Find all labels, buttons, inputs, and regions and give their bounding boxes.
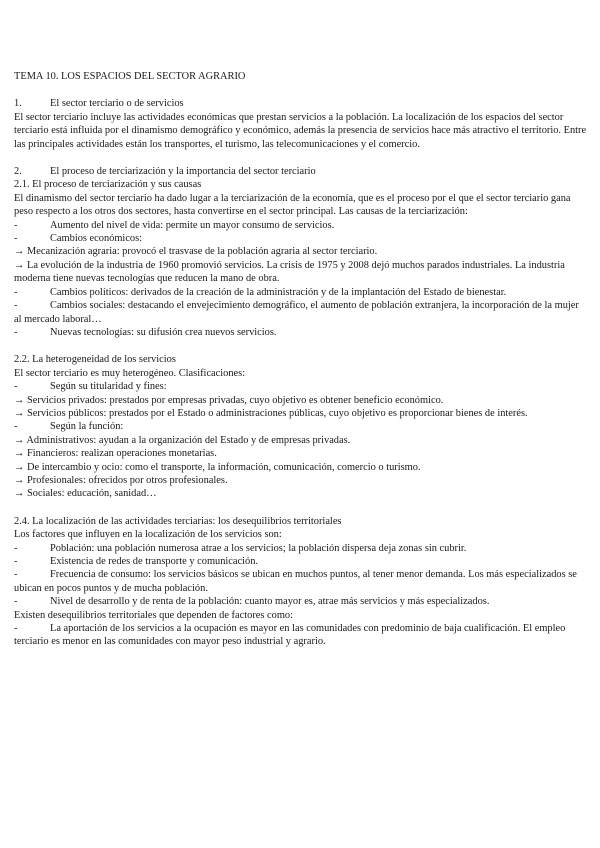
list-dash: -	[14, 233, 18, 245]
imbalance-employment: La aportación de los servicios a la ocupación es mayor en las comunidades con predominio de baja cualificación. El empleo terciario es menor en las comunidades con mayor peso industrial y agrario.	[14, 623, 566, 648]
list-dash: -	[14, 623, 18, 635]
section-2-heading	[14, 165, 588, 178]
subsection-2-4-title: 2.4. La localización de las actividades terciarias: los desequilibrios territoriales	[14, 515, 342, 527]
list-item	[14, 219, 588, 232]
arrow-item-financial: → Financieros: realizan operaciones monetarias.	[14, 448, 217, 460]
list-item	[14, 232, 588, 245]
section-2-number: 2.	[14, 166, 22, 178]
cause-political: Cambios políticos: derivados de la creación de la administración y de la implantación del Estado de bienestar.	[50, 286, 507, 298]
factor-population: Población: una población numerosa atrae a los servicios; la población dispersa deja zonas sin cubrir.	[50, 542, 467, 554]
list-dash: -	[14, 381, 18, 393]
subsection-2-2-intro: El sector terciario es muy heterogéneo. Clasificaciones:	[14, 367, 246, 379]
factor-transport: Existencia de redes de transporte y comunicación.	[50, 556, 259, 567]
list-item	[14, 568, 588, 595]
cause-economic: Cambios económicos:	[50, 233, 143, 245]
list-dash: -	[14, 556, 18, 567]
section-2-title: El proceso de terciarización y la importancia del sector terciario	[50, 166, 316, 178]
section-1-body: El sector terciario incluye las actividades económicas que prestan servicios a la población. La localización de los espacios del sector terciario está influida por el dinamismo demográfico y económico, además la presencia de servicios hace más atractivo el territorio. Entre las principales actividades están los transportes, el turismo, las telecomunicaciones y el comercio.	[14, 111, 587, 150]
classification-function: Según la función:	[50, 421, 124, 433]
subsection-2-4-intro-2: Existen desequilibrios territoriales que dependen de factores como:	[14, 609, 294, 621]
arrow-item-private-services: → Servicios privados: prestados por empresas privadas, cuyo objetivo es obtener beneficio económico.	[14, 394, 444, 406]
subsection-2-1-title: 2.1. El proceso de terciarización y sus causas	[14, 179, 202, 191]
factor-consumption: Frecuencia de consumo: los servicios básicos se ubican en muchos puntos, al tener menor demanda. Los más especializados se ubican en pocos puntos y de mucha población.	[14, 569, 577, 594]
arrow-item-professional: → Profesionales: ofrecidos por otros profesionales.	[14, 474, 228, 486]
section-1-number: 1.	[14, 98, 22, 110]
arrow-item-exchange-leisure: → De intercambio y ocio: como el transporte, la información, comunicación, comercio o turismo.	[14, 461, 421, 473]
list-dash: -	[14, 300, 18, 312]
list-dash: -	[14, 421, 18, 433]
list-item	[14, 595, 588, 608]
list-item	[14, 380, 588, 393]
arrow-item-administrative: → Administrativos: ayudan a la organización del Estado y de empresas privadas.	[14, 434, 351, 446]
arrow-item-mechanization: → Mecanización agraria: provocó el trasvase de la población agraria al sector terciario.	[14, 246, 378, 258]
list-item	[14, 555, 588, 568]
cause-social: Cambios sociales: destacando el envejecimiento demográfico, el aumento de población extranjera, la incorporación de la mujer al mercado laboral…	[14, 300, 579, 325]
subsection-2-4-intro: Los factores que influyen en la localización de los servicios son:	[14, 529, 282, 541]
document-title: TEMA 10. LOS ESPACIOS DEL SECTOR AGRARIO	[14, 71, 246, 82]
list-dash: -	[14, 569, 18, 581]
section-1-heading	[14, 97, 588, 110]
arrow-item-social: → Sociales: educación, sanidad…	[14, 488, 157, 500]
arrow-item-public-services: → Servicios públicos: prestados por el Estado o administraciones públicas, cuyo objetivo es proporcionar bienes de interés.	[14, 407, 528, 419]
document-page	[14, 70, 588, 649]
list-item	[14, 299, 588, 326]
list-item	[14, 286, 588, 299]
cause-living-standard: Aumento del nivel de vida: permite un mayor consumo de servicios.	[50, 219, 335, 231]
list-item	[14, 326, 588, 339]
list-item	[14, 622, 588, 649]
list-dash: -	[14, 596, 18, 608]
list-dash: -	[14, 542, 18, 554]
list-item	[14, 542, 588, 555]
list-dash: -	[14, 219, 18, 231]
subsection-2-1-intro: El dinamismo del sector terciario ha dado lugar a la terciarización de la economía, que es el proceso por el que el sector terciario gana peso respecto a los otros dos sectores, hasta convertirse en el sector principal. Las causas de la terciarización:	[14, 192, 571, 218]
list-dash: -	[14, 326, 18, 338]
section-1-title: El sector terciario o de servicios	[50, 98, 184, 110]
subsection-2-2-title: 2.2. La heterogeneidad de los servicios	[14, 354, 176, 366]
cause-technology: Nuevas tecnologías: su difusión crea nuevos servicios.	[50, 326, 277, 338]
list-item	[14, 420, 588, 433]
classification-ownership: Según su titularidad y fines:	[50, 381, 167, 393]
factor-development: Nivel de desarrollo y de renta de la población: cuanto mayor es, atrae más servicios y más especializados.	[50, 596, 490, 608]
list-dash: -	[14, 286, 18, 298]
arrow-item-industry: → La evolución de la industria de 1960 promovió servicios. La crisis de 1975 y 2008 dejó muchos parados industriales. La industria moderna tiene nuevas tecnologías que reducen la mano de obra.	[14, 259, 565, 285]
